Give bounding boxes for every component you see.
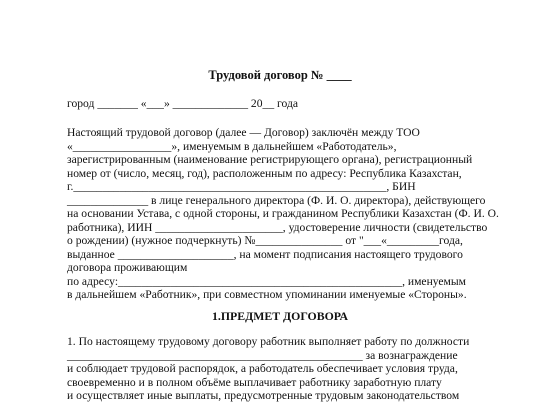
- preamble-line: о рождении) (нужное подчеркнуть) №_______________ от "___«_________года,: [67, 234, 463, 247]
- document-title: Трудовой договор № ____: [208, 68, 352, 82]
- preamble-line: на основании Устава, с одной стороны, и гражданином Республики Казахстан (Ф. И. О.: [67, 207, 499, 220]
- preamble-line: выданное ____________________, на момент подписания настоящего трудового: [67, 247, 463, 261]
- section-line: 1. По настоящему трудовому договору работник выполняет работу по должности: [67, 335, 470, 348]
- preamble-line: «_________________», именуемым в дальнейшем «Работодатель»,: [67, 139, 397, 153]
- preamble-line: по адресу:_________________________________________________, именуемым: [67, 274, 467, 288]
- section-line: своевременно и в полном объёме выплачивает работнику заработную плату: [67, 375, 442, 389]
- place-date-line: город _______ «___» _____________ 20__ года: [67, 97, 298, 110]
- section-line: и соблюдает трудовой распорядок, а работодатель обеспечивает условия труда,: [67, 362, 458, 375]
- section-heading: 1.ПРЕДМЕТ ДОГОВОРА: [212, 309, 348, 323]
- preamble-line: Настоящий трудовой договор (далее — Договор) заключён между ТОО: [67, 126, 420, 139]
- section-line: и осуществляет иные выплаты, предусмотренные трудовым законодательством: [67, 389, 460, 402]
- preamble-line: г.______________________________________________________, БИН: [67, 180, 416, 193]
- preamble-line: зарегистрированным (наименование регистрирующего органа), регистрационный: [67, 153, 473, 166]
- section-line: ___________________________________________________ за вознаграждение: [67, 348, 458, 362]
- preamble-line: работника), ИИН ______________________, удостоверение личности (свидетельство: [67, 220, 488, 234]
- preamble-line: договора проживающим: [67, 261, 188, 274]
- preamble-line: ______________ в лице генерального директора (Ф. И. О. директора), действующего: [67, 193, 486, 207]
- preamble-line: номер от (число, месяц, год), расположенным по адресу: Республика Казахстан,: [67, 166, 462, 180]
- preamble-line: в дальнейшем «Работник», при совместном упоминании именуемые «Стороны».: [67, 288, 467, 301]
